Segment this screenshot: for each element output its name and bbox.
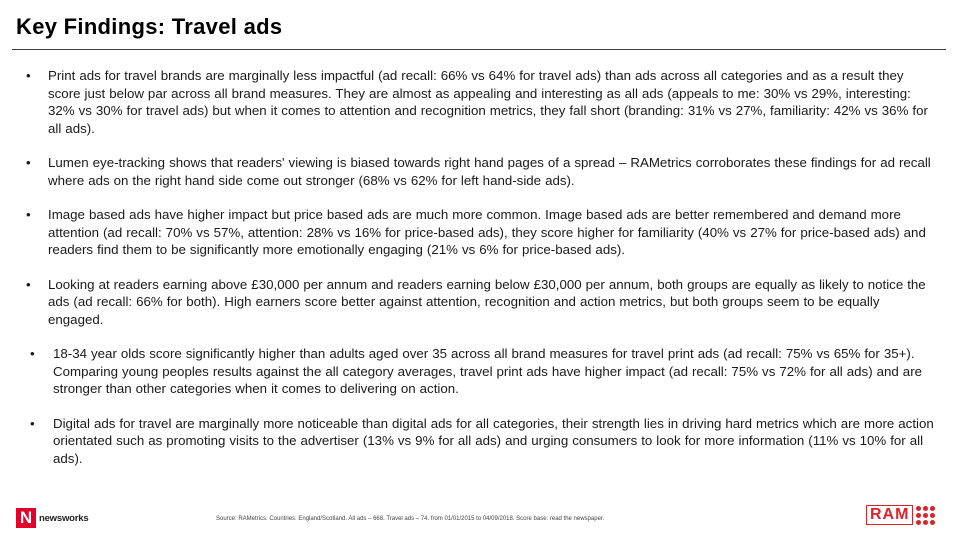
list-item <box>26 154 936 189</box>
bullet-marker: • <box>26 68 31 83</box>
list-item <box>26 276 936 329</box>
newsworks-logo <box>16 507 88 529</box>
bullet-marker: • <box>30 415 35 431</box>
title-divider <box>12 49 946 50</box>
bullet-marker: • <box>26 276 31 292</box>
finding-text: Image based ads have higher impact but price based ads are much more common. Image based ads are better remembered and demand more attention (ad recall: 70% vs 57%, attention: 28% vs 16% for price-based ads), they score higher for familiarity (40% vs 27% for price-based ads) and readers find them to be significantly more emotionally engaging (21% vs 6% for price-based ads). <box>48 207 926 257</box>
findings-list <box>24 67 936 467</box>
list-item <box>26 67 936 137</box>
page-title: Key Findings: Travel ads <box>16 14 283 39</box>
finding-text: Lumen eye-tracking shows that readers' viewing is biased towards right hand pages of a spread – RAMetrics corroborates these findings for ad recall where ads on the right hand side come out stronger (68% vs 62% for left hand-side ads). <box>48 155 931 188</box>
finding-text: 18-34 year olds score significantly higher than adults aged over 35 across all brand measures for travel print ads (ad recall: 75% vs 65% for 35+). Comparing young peoples results against the all category averages, travel print ads have higher impact (ad recall: 75% vs 72% for all ads) and are stronger than other categories when it comes to delivering on action. <box>53 346 923 396</box>
newsworks-wordmark: newsworks <box>39 512 89 524</box>
list-item <box>30 415 936 468</box>
bullet-marker: • <box>26 155 31 170</box>
ram-logo <box>866 505 935 525</box>
list-item <box>26 206 936 259</box>
newsworks-n-icon: N <box>16 508 36 528</box>
ram-wordmark: RAM <box>866 505 913 525</box>
source-note: Source: RAMetrics. Countries: England/Scotland. All ads – 668. Travel ads – 74. from 01/01/2015 to 04/09/2018. Score base: read the newspaper. <box>216 516 605 522</box>
finding-text: Print ads for travel brands are marginally less impactful (ad recall: 66% vs 64% for travel ads) than ads across all categories and as a result they score just below par across all brand measures. They are almost as appealing and interesting as all ads (appeals to me: 30% vs 29%, interesting: 32% vs 30% for travel ads) but when it comes to attention and recognition metrics, they fall short (branding: 31% vs 27%, familiarity: 42% vs 36% for all ads). <box>48 68 928 136</box>
bullet-marker: • <box>30 346 35 361</box>
finding-text: Digital ads for travel are marginally more noticeable than digital ads for all categories, their strength lies in driving hard metrics which are more action orientated such as promoting visits to the advertiser (13% vs 9% for all ads) and urging consumers to look for more information (11% vs 10% for all ads). <box>53 415 934 466</box>
ram-dots-icon <box>916 506 935 525</box>
finding-text: Looking at readers earning above £30,000 per annum and readers earning below £30,000 per annum, both groups are equally as likely to notice the ads (ad recall: 66% for both). High earners score better against attention, recognition and action metrics, but both groups seem to be equally engaged. <box>48 276 926 327</box>
list-item <box>30 345 936 398</box>
bullet-marker: • <box>26 207 31 222</box>
